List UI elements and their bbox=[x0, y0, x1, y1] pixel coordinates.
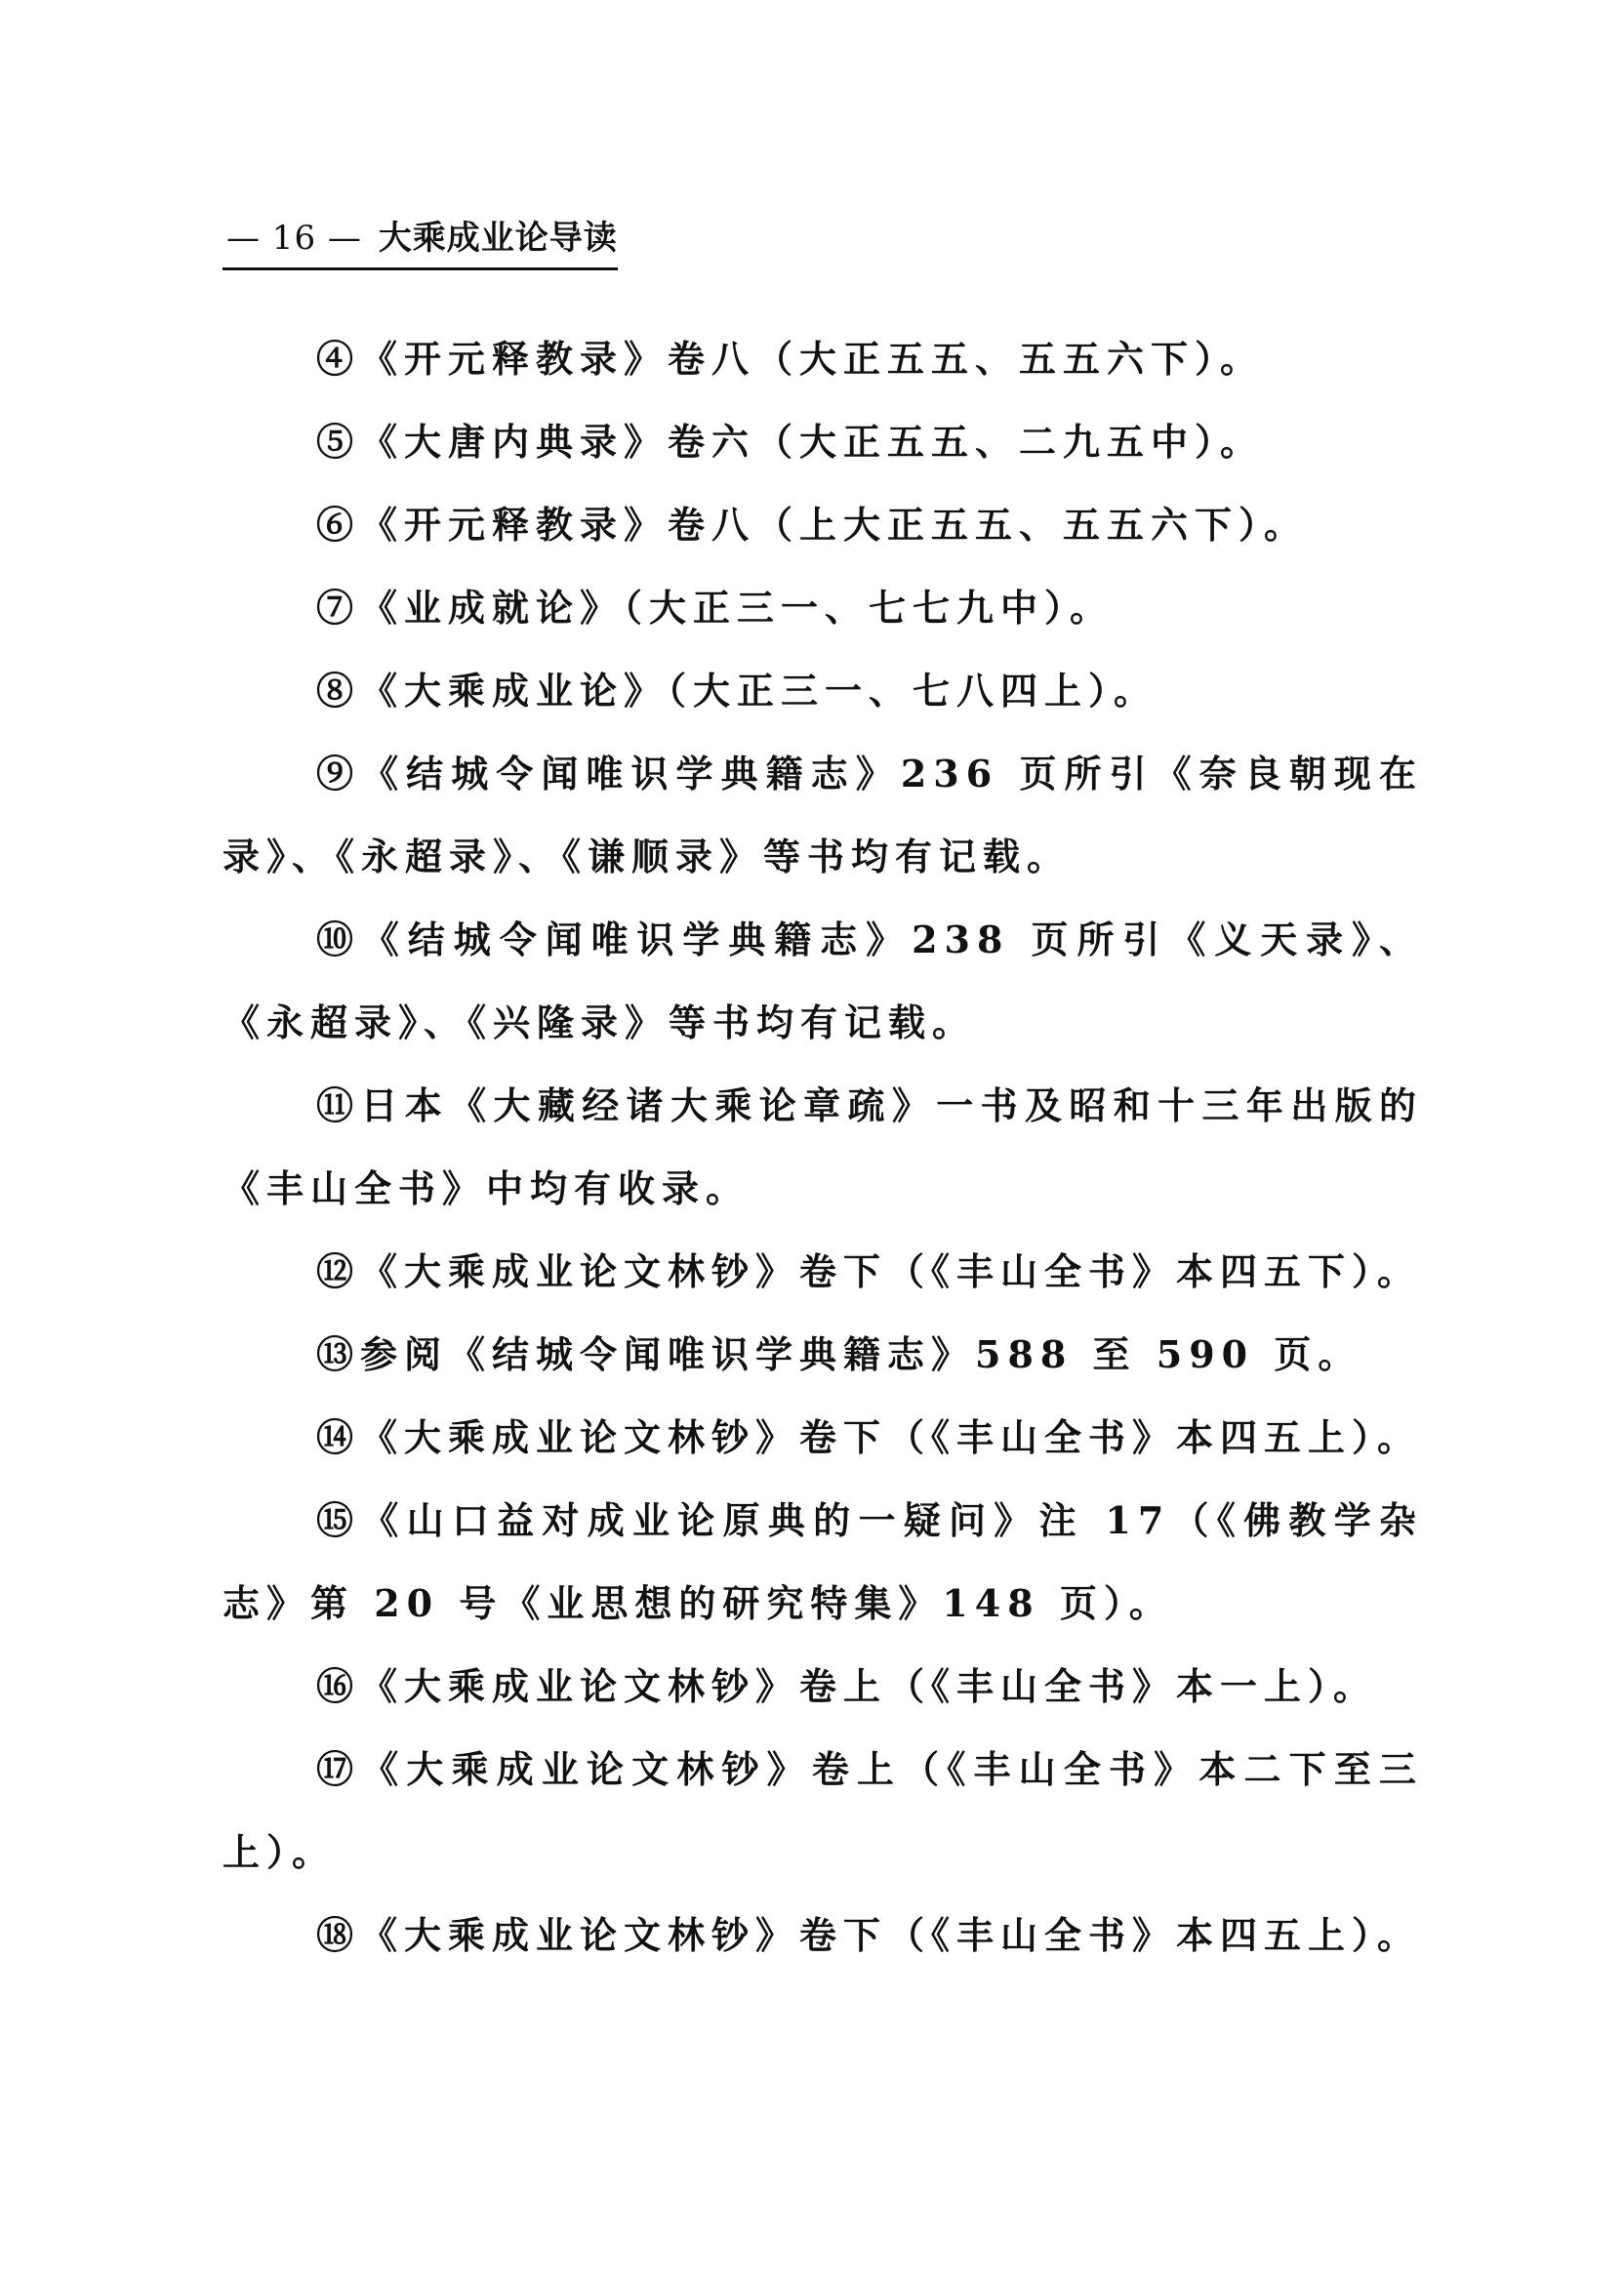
page-number: — 16 — bbox=[226, 219, 362, 258]
endnote: ⑨《结城令闻唯识学典籍志》236 页所引《奈良朝现在录》、《永超录》、《谦顺录》等书均有记载。 bbox=[223, 752, 1423, 878]
endnote: ⑥《开元释教录》卷八（上大正五五、五五六下）。 bbox=[316, 503, 1309, 547]
book-title: 大乘成业论导读 bbox=[378, 219, 618, 258]
endnote: ⑰《大乘成业论文林钞》卷上（《丰山全书》本二下至三上）。 bbox=[223, 1747, 1423, 1874]
running-header bbox=[223, 217, 618, 270]
endnote: ⑭《大乘成业论文林钞》卷下（《丰山全书》本四五上）。 bbox=[316, 1415, 1422, 1459]
endnotes-list bbox=[223, 317, 1423, 1977]
endnote: ⑮《山口益对成业论原典的一疑问》注 17（《佛教学杂志》第 20 号《业思想的研究特集》148 页）。 bbox=[223, 1498, 1423, 1625]
endnote: ⑪日本《大藏经诸大乘论章疏》一书及昭和十三年出版的《丰山全书》中均有收录。 bbox=[223, 1083, 1423, 1210]
endnote: ⑧《大乘成业论》（大正三一、七八四上）。 bbox=[316, 669, 1158, 713]
endnote: ⑬参阅《结城令闻唯识学典籍志》588 至 590 页。 bbox=[316, 1332, 1362, 1376]
endnote: ⑦《业成就论》（大正三一、七七九中）。 bbox=[316, 586, 1115, 630]
endnote: ④《开元释教录》卷八（大正五五、五五六下）。 bbox=[316, 337, 1265, 381]
endnote: ⑱《大乘成业论文林钞》卷下（《丰山全书》本四五上）。 bbox=[316, 1913, 1422, 1957]
endnote: ⑯《大乘成业论文林钞》卷上（《丰山全书》本一上）。 bbox=[316, 1664, 1378, 1708]
endnote: ⑤《大唐内典录》卷六（大正五五、二九五中）。 bbox=[316, 420, 1265, 464]
endnote: ⑩《结城令闻唯识学典籍志》238 页所引《义天录》、《永超录》、《兴隆录》等书均有记载。 bbox=[223, 918, 1423, 1044]
endnote: ⑫《大乘成业论文林钞》卷下（《丰山全书》本四五下）。 bbox=[316, 1249, 1422, 1293]
